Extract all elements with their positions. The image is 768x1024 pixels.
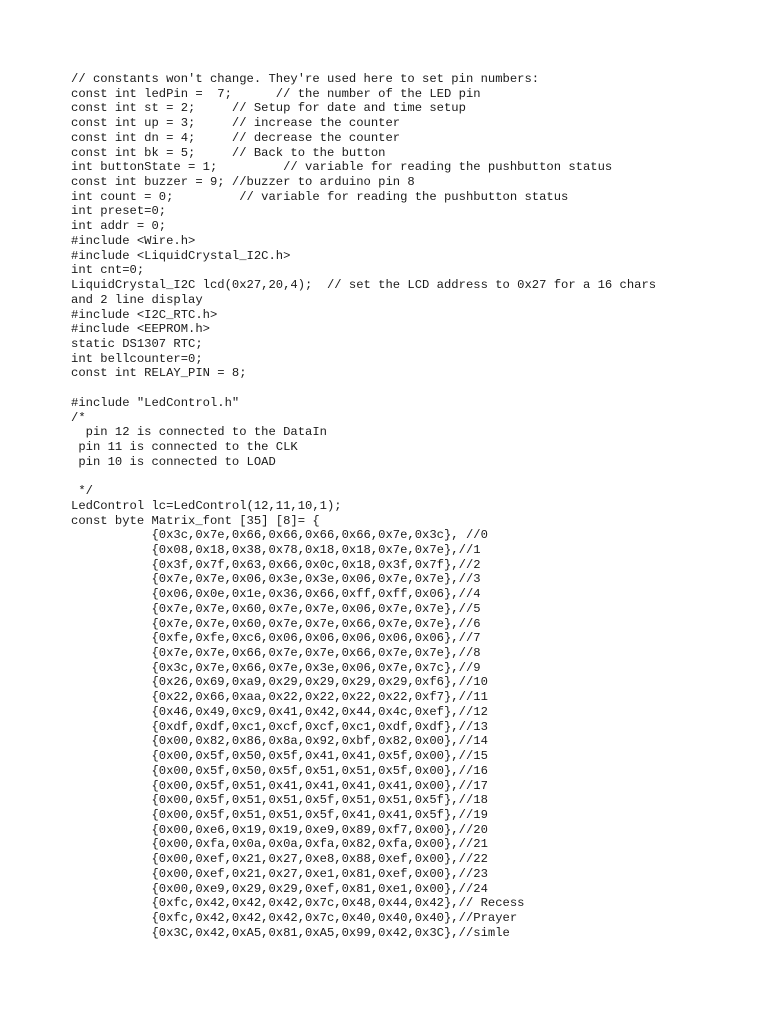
code-line: const int up = 3; // increase the counter [71, 116, 401, 131]
code-line: {0x3C,0x42,0xA5,0x81,0xA5,0x99,0x42,0x3C},//simle [71, 925, 510, 940]
code-line: {0xfc,0x42,0x42,0x42,0x7c,0x48,0x44,0x42},// Recess [71, 896, 525, 911]
code-line: const int RELAY_PIN = 8; [71, 366, 247, 381]
code-line: {0x00,0x5f,0x51,0x41,0x41,0x41,0x41,0x00},//17 [71, 778, 488, 793]
code-line: {0x00,0xef,0x21,0x27,0xe8,0x88,0xef,0x00},//22 [71, 852, 488, 867]
code-block [71, 72, 656, 940]
code-line: #include <I2C_RTC.h> [71, 307, 218, 322]
code-line: {0x06,0x0e,0x1e,0x36,0x66,0xff,0xff,0x06},//4 [71, 587, 481, 602]
code-line [71, 469, 656, 484]
code-line: const int ledPin = 7; // the number of the LED pin [71, 86, 481, 101]
code-line: {0x3c,0x7e,0x66,0x7e,0x3e,0x06,0x7e,0x7c},//9 [71, 660, 481, 675]
code-line: {0x00,0x5f,0x50,0x5f,0x41,0x41,0x5f,0x00},//15 [71, 749, 488, 764]
code-line: {0x00,0xfa,0x0a,0x0a,0xfa,0x82,0xfa,0x00},//21 [71, 837, 488, 852]
code-line: {0x26,0x69,0xa9,0x29,0x29,0x29,0x29,0xf6},//10 [71, 675, 488, 690]
code-line: {0x00,0xe6,0x19,0x19,0xe9,0x89,0xf7,0x00},//20 [71, 822, 488, 837]
code-line: {0x00,0x5f,0x51,0x51,0x5f,0x51,0x51,0x5f},//18 [71, 793, 488, 808]
code-line: {0x7e,0x7e,0x66,0x7e,0x7e,0x66,0x7e,0x7e},//8 [71, 646, 481, 661]
code-line: int count = 0; // variable for reading the pushbutton status [71, 189, 569, 204]
code-line: */ [71, 484, 93, 499]
code-line: const int bk = 5; // Back to the button [71, 145, 386, 160]
code-line: pin 10 is connected to LOAD [71, 454, 276, 469]
code-line: {0x00,0x82,0x86,0x8a,0x92,0xbf,0x82,0x00},//14 [71, 734, 488, 749]
code-line: #include <Wire.h> [71, 233, 196, 248]
code-line: {0x7e,0x7e,0x60,0x7e,0x7e,0x06,0x7e,0x7e},//5 [71, 601, 481, 616]
code-line: pin 11 is connected to the CLK [71, 439, 298, 454]
code-line: const int dn = 4; // decrease the counter [71, 130, 401, 145]
code-line: {0x46,0x49,0xc9,0x41,0x42,0x44,0x4c,0xef},//12 [71, 704, 488, 719]
code-line: int bellcounter=0; [71, 351, 203, 366]
code-line: int preset=0; [71, 204, 167, 219]
code-line: LiquidCrystal_I2C lcd(0x27,20,4); // set the LCD address to 0x27 for a 16 chars [71, 278, 657, 293]
code-line: {0x3f,0x7f,0x63,0x66,0x0c,0x18,0x3f,0x7f},//2 [71, 557, 481, 572]
code-line: LedControl lc=LedControl(12,11,10,1); [71, 498, 342, 513]
code-line [71, 381, 656, 396]
code-line: and 2 line display [71, 292, 203, 307]
code-line: int cnt=0; [71, 263, 145, 278]
code-line: {0xfe,0xfe,0xc6,0x06,0x06,0x06,0x06,0x06},//7 [71, 631, 481, 646]
code-line: pin 12 is connected to the DataIn [71, 425, 327, 440]
code-line: {0x00,0x5f,0x51,0x51,0x5f,0x41,0x41,0x5f},//19 [71, 807, 488, 822]
code-line: {0x7e,0x7e,0x06,0x3e,0x3e,0x06,0x7e,0x7e},//3 [71, 572, 481, 587]
code-line: const byte Matrix_font [35] [8]= { [71, 513, 320, 528]
code-line: {0xdf,0xdf,0xc1,0xcf,0xcf,0xc1,0xdf,0xdf},//13 [71, 719, 488, 734]
code-line: #include <LiquidCrystal_I2C.h> [71, 248, 291, 263]
code-line: static DS1307 RTC; [71, 336, 203, 351]
code-line: {0x00,0xe9,0x29,0x29,0xef,0x81,0xe1,0x00},//24 [71, 881, 488, 896]
code-line: #include <EEPROM.h> [71, 322, 210, 337]
code-line: {0x22,0x66,0xaa,0x22,0x22,0x22,0x22,0xf7},//11 [71, 690, 488, 705]
code-line: int buttonState = 1; // variable for reading the pushbutton status [71, 160, 613, 175]
code-line: {0xfc,0x42,0x42,0x42,0x7c,0x40,0x40,0x40},//Prayer [71, 910, 518, 925]
code-line: /* [71, 410, 86, 425]
code-line: {0x00,0xef,0x21,0x27,0xe1,0x81,0xef,0x00},//23 [71, 866, 488, 881]
code-line: {0x3c,0x7e,0x66,0x66,0x66,0x66,0x7e,0x3c}, //0 [71, 528, 488, 543]
code-line: #include "LedControl.h" [71, 395, 240, 410]
code-line: {0x7e,0x7e,0x60,0x7e,0x7e,0x66,0x7e,0x7e},//6 [71, 616, 481, 631]
code-line: int addr = 0; [71, 219, 167, 234]
code-line: const int buzzer = 9; //buzzer to arduino pin 8 [71, 175, 415, 190]
code-line: // constants won't change. They're used here to set pin numbers: [71, 72, 540, 86]
code-line: {0x00,0x5f,0x50,0x5f,0x51,0x51,0x5f,0x00},//16 [71, 763, 488, 778]
code-line: const int st = 2; // Setup for date and time setup [71, 101, 466, 116]
code-line: {0x08,0x18,0x38,0x78,0x18,0x18,0x7e,0x7e},//1 [71, 543, 481, 557]
